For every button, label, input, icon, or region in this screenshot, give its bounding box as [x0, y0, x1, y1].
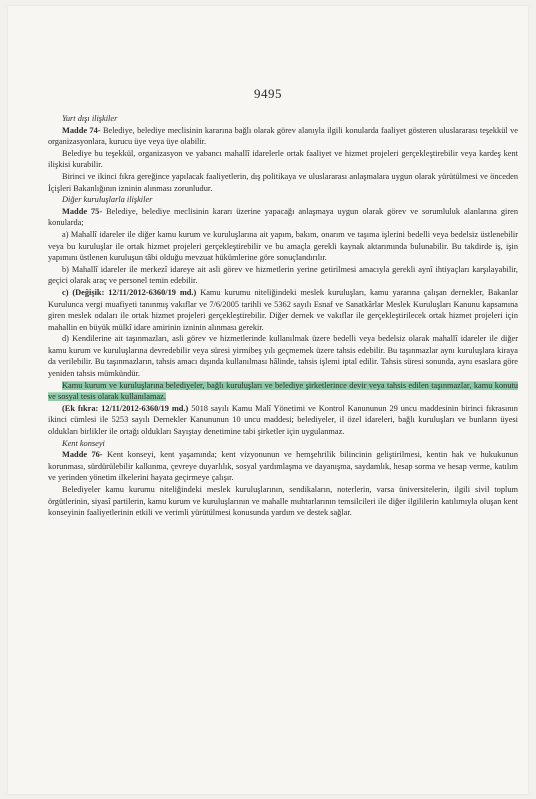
- article-75-highlighted-paragraph: [48, 380, 518, 403]
- article-75-item-d: d) Kendilerine ait taşınmazları, asli görev ve hizmetlerinde kullanılmak üzere bedelli veya bedelsiz olarak mahallî idareler ile diğer kamu kurum ve kuruluşlarına devredebilir veya süresi yirmibeş yılı geçmemek üzere tahsis edebilir. Bu taşınmazlar aynı kuruluşlara kiraya da verilebilir. Bu taşınmazların, tahsis amacı dışında kullanılması hâlinde, tahsis işlemi iptal edilir. Tahsis süresi sonunda, aynı esaslara göre yeniden tahsis mümkündür.: [48, 334, 518, 379]
- article-74-label: Madde 74-: [62, 125, 101, 135]
- section-heading-relations: Diğer kuruluşlarla ilişkiler: [62, 195, 153, 205]
- article-75-ek-label: (Ek fıkra: 12/11/2012-6360/19 md.): [62, 403, 189, 413]
- article-76-p2: Belediyeler kamu kurumu niteliğindeki meslek kuruluşlarının, sendikaların, noterlerin, varsa üniversitelerin, ilgili sivil toplum örgütlerinin, siyasî partilerin, kamu kurum ve kuruluşlarının ve mahalle muhtarlarının temsilcileri ile diğer ilgililerin katılımıyla oluşan kent konseyinin faaliyetlerinin etkili ve verimli yürütülmesi konusunda yardım ve destek sağlar.: [48, 485, 518, 518]
- article-75-item-c: [48, 287, 518, 333]
- article-76-label: Madde 76-: [62, 450, 103, 460]
- document-body: [48, 113, 518, 519]
- article-75-ek: [48, 403, 518, 438]
- article-75-item-c-label: c) (Değişik: 12/11/2012-6360/19 md.): [62, 287, 197, 297]
- article-75-text: Belediye, belediye meclisinin kararı üzerine yapacağı anlaşmaya uygun olarak görev ve sorumluluk alanlarına giren konularda;: [48, 206, 518, 228]
- article-75-item-b: b) Mahallî idareler ile merkezî idareye ait asli görev ve hizmetlerin yerine getirilmesi amacıyla gerekli aynî ihtiyaçları karşılayabilir, geçici olarak araç ve personel temin edebilir.: [48, 264, 518, 286]
- section-heading-abroad: Yurt dışı ilişkiler: [62, 114, 118, 123]
- page-number: 9495: [254, 86, 282, 101]
- article-74-p2: Belediye bu teşekkül, organizasyon ve yabancı mahallî idarelerle ortak faaliyet ve hizmet projeleri gerçekleştirebilir veya kardeş kent ilişkisi kurabilir.: [48, 148, 518, 170]
- article-75-p1: [48, 206, 518, 229]
- article-76-p1: [48, 449, 518, 484]
- article-74-text: Belediye, belediye meclisinin kararına bağlı olarak görev alanıyla ilgili konularda faaliyet gösteren uluslararası teşekkül ve organizasyonlara, kurucu üye veya üye olabilir.: [48, 125, 518, 147]
- article-75-item-c-text: Kamu kurumu niteliğindeki meslek kuruluşları, kamu yararına çalışan dernekler, Bakanlar Kurulunca vergi muafiyeti tanınmış vakıflar ve 7/6/2005 tarihli ve 5362 sayılı Esnaf ve Sanatkârlar Meslek Kuruluşları Kanunu kapsamına giren meslek odaları ile ortak hizmet projeleri gerçekleştirebilir. Diğer dernek ve vakıflar ile gerçekleştirilecek ortak hizmet projeleri için mahallin en büyük mülkî idare amirinin izninin alınması gerekir.: [48, 287, 518, 332]
- highlighted-text: Kamu kurum ve kuruluşlarına belediyeler, bağlı kuruluşları ve belediye şirketlerince devir veya tahsis edilen taşınmazlar, kamu konutu ve sosyal tesis olarak kullanılamaz.: [48, 380, 518, 402]
- article-74-p3: Birinci ve ikinci fıkra gereğince yapılacak faaliyetlerin, dış politikaya ve uluslararası anlaşmalara uygun olarak yürütülmesi ve önceden İçişleri Bakanlığının izninin alınması zorunludur.: [48, 171, 518, 193]
- article-75-item-a: a) Mahallî idareler ile diğer kamu kurum ve kuruluşlarına ait yapım, bakım, onarım ve taşıma işlerini bedelli veya bedelsiz üstlenebilir veya bu kuruluşlar ile ortak hizmet projeleri gerçekleştirebilir ve bu amaçla gerekli kaynak aktarımında bulunabilir. Bu takdirde iş, işin yapımını üstlenen kuruluşun tâbi olduğu mevzuat hükümlerine göre sonuçlandırılır.: [48, 229, 518, 263]
- section-heading-council: Kent konseyi: [62, 438, 105, 448]
- article-76-text: Kent konseyi, kent yaşamında; kent vizyonunun ve hemşehrilik bilincinin geliştirilmesi, kentin hak ve hukukunun korunması, sürdürülebilir kalkınma, çevreye duyarlılık, sosyal yardımlaşma ve dayanışma, saydamlık, hesap sorma ve hesap verme, katılım ve yerinden yönetim ilkelerini hayata geçirmeye çalışır.: [48, 450, 518, 483]
- article-75-ek-text: 5018 sayılı Kamu Malî Yönetimi ve Kontrol Kanununun 29 uncu maddesinin birinci fıkrasının ikinci cümlesi ile 5253 sayılı Dernekler Kanununun 10 uncu maddesi; belediyeler, il özel idareleri, bağlı kuruluşları ve bunların üyesi oldukları birlikler ile ortağı oldukları Sayıştay denetimine tabi şirketler için uygulanmaz.: [48, 403, 518, 437]
- article-75-label: Madde 75-: [62, 206, 103, 216]
- article-74-p1: [48, 125, 518, 148]
